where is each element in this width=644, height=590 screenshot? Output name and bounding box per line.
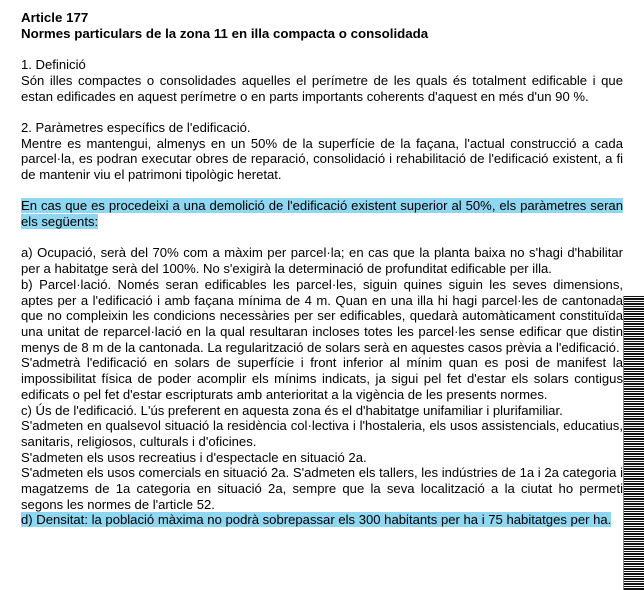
section-1-heading: 1. Definició [21,57,86,73]
item-d-paragraph [21,512,623,528]
document-page [21,10,623,528]
section-2-text: Mentre es mantengui, almenys en un 50% de la superfície de la façana, l'actual construcció a cada parcel·la, es podran executar obres de reparació, consolidació i rehabilitació de l'edificació existent, a fi de mantenir viu el patrimoni tipològic heretat. [21,135,623,182]
spacer [21,183,623,199]
item-c4-text: S'admeten els usos comercials en situació 2a. S'admeten els tallers, les indústries de 1a i 2a categoria i magatzems de 1a categoria en situació 2a, sempre que la seva localització a la ciutat ho permeti segons les normes de l'article 52. [21,465,623,512]
spacer [21,230,623,246]
article-number: Article 177 [21,10,89,25]
item-a-text: a) Ocupació, serà del 70% com a màxim per parcel·la; en cas que la planta baixa no s'hagi d'habilitar per a habitatge serà del 100%. No s'exigirà la determinació de profunditat edificable per illa. [21,245,623,277]
item-b2-text: S'admetrà l'edificació en solars de superfície i front inferior al mínim quan es posi de manifest la impossibilitat física de poder acomplir els mínims indicats, ja sigui pel fet d'estar els solars contigus edificats o pel fet d'estar escripturats amb anterioritat a la vigència de les presents normes. [21,355,623,402]
item-c-text: c) Ús de l'edificació. L'ús preferent en aquesta zona és el d'habitatge unifamiliar i plurifamiliar. [21,402,563,418]
item-b-text: b) Parcel·lació. Només seran edificables les parcel·les, siguin quines siguin les seves dimensions, aptes per a l'edificació i amb façana mínima de 4 m. Quan en una illa hi hagi parcel·les de cantonada que no compleixin les condicions necessàries per ser edificables, quedarà automàticament constituïda una unitat de reparcel·lació en la qual resultaran incloses totes les parcel·les sense edificar que distin menys de 8 m de la cantonada. La regularització de solars serà en aquestes casos prèvia a l'edificació. [21,276,623,355]
section-1-text: Són illes compactes o consolidades aquelles el perímetre de les quals és totalment edificable i que estan edificades en aquest perímetre o en parts importants coherents d'aquest en més d'un 90 %. [21,72,623,104]
item-c2-text: S'admeten en qualsevol situació la residència col·lectiva i l'hostaleria, els usos assistencials, educatius, sanitaris, religiosos, culturals i d'oficines. [21,418,623,449]
section-2-heading: 2. Paràmetres específics de l'edificació. [21,119,251,135]
highlight-text: En cas que es procedeixi a una demolició de l'edificació existent superior al 50%, els paràmetres seran els següents: [21,198,623,230]
scanner-edge-strip [623,296,644,590]
spacer [21,41,623,57]
article-title: Normes particulars de la zona 11 en illa compacta o consolidada [21,25,429,41]
item-d-text: d) Densitat: la població màxima no podrà sobrepassar els 300 habitants per ha i 75 habitatges per ha. [21,512,612,528]
spacer [21,104,623,120]
highlighted-paragraph [21,198,623,229]
item-c3-text: S'admeten els usos recreatius i d'espectacle en situació 2a. [21,449,367,465]
